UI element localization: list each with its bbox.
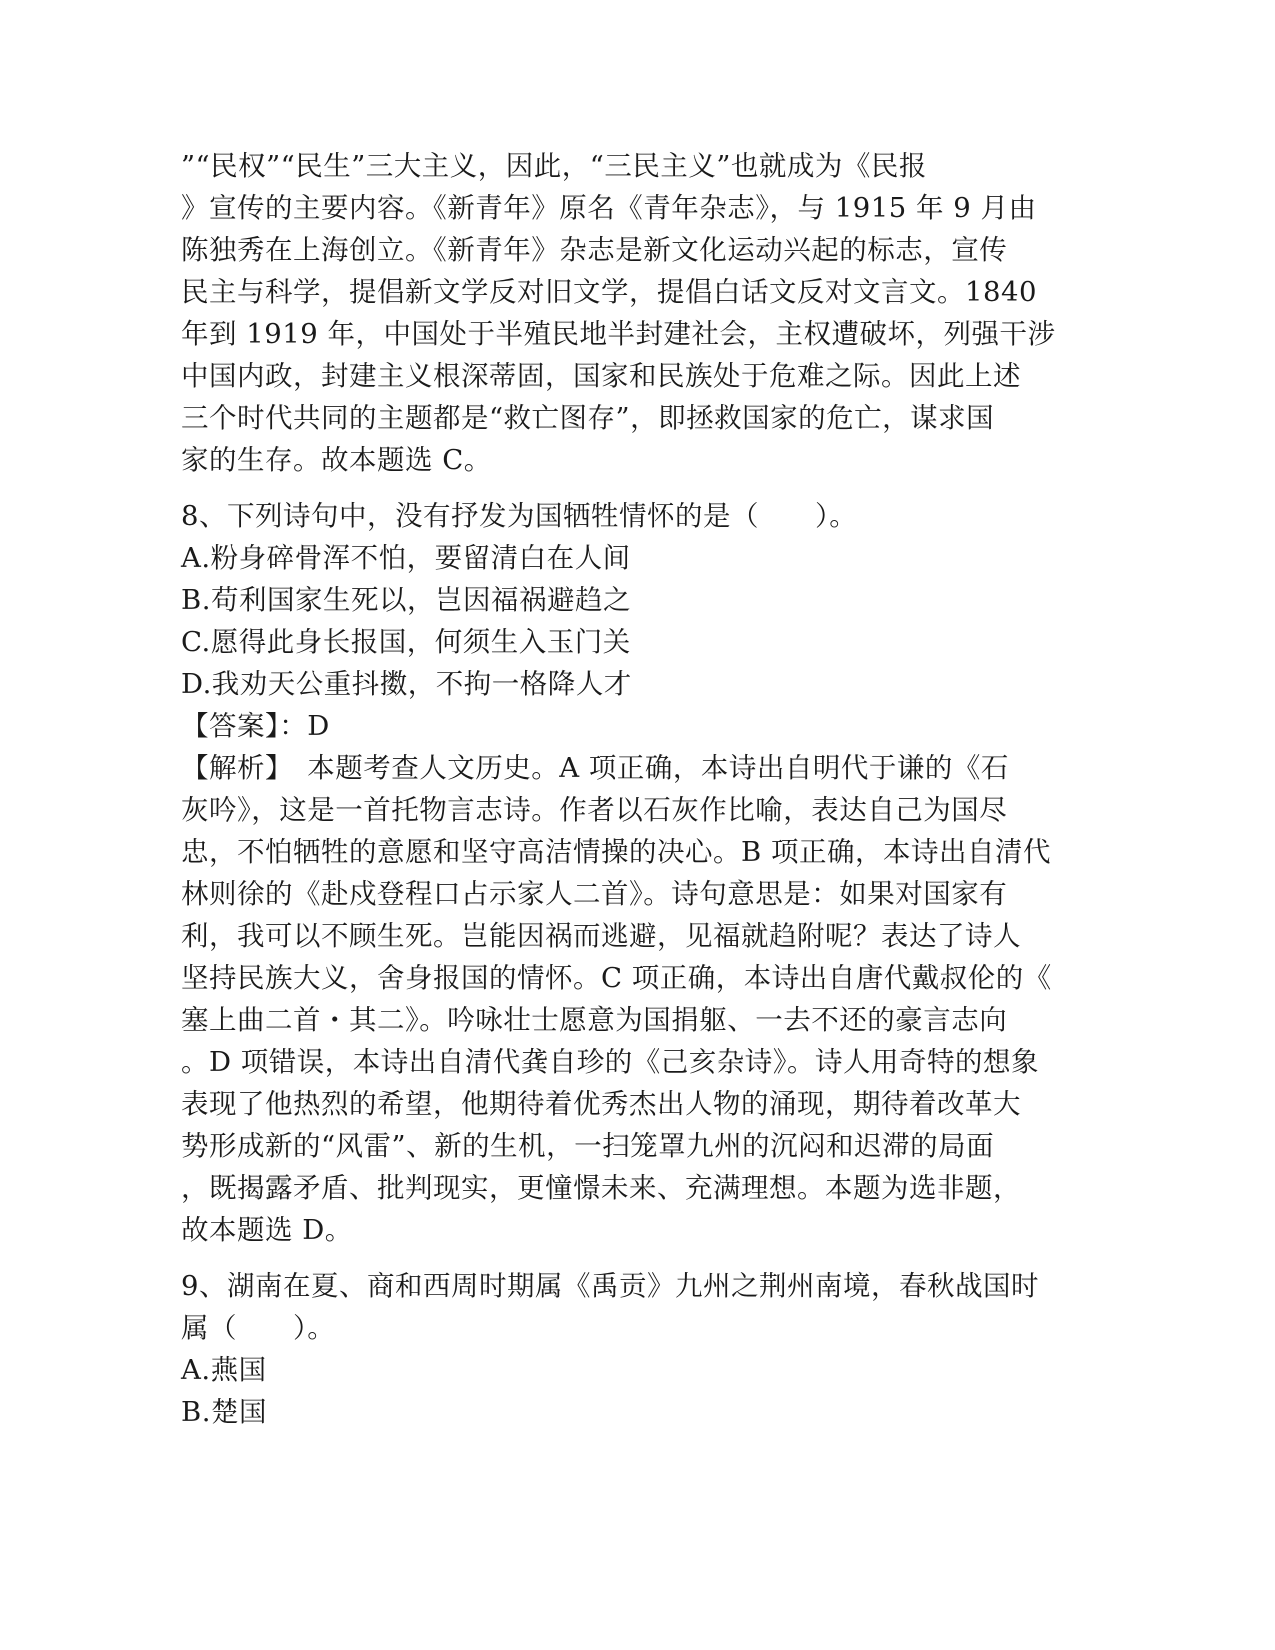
explanation-line: 民主与科学，提倡新文学反对旧文学，提倡白话文反对文言文。1840 [181,276,1037,308]
question-8 [181,495,1091,1251]
explanation-line: 年到 1919 年，中国处于半殖民地半封建社会，主权遭破坏，列强干涉 [181,318,1056,350]
analysis-line: 【解析】 本题考查人文历史。A 项正确，本诗出自明代于谦的《石 [181,752,1009,784]
option-c: C.愿得此身长报国，何须生入玉门关 [181,626,631,658]
explanation-line: 》宣传的主要内容。《新青年》原名《青年杂志》，与 1915 年 9 月由 [181,192,1037,224]
option-d: D.我劝天公重抖擞，不拘一格降人才 [181,668,632,700]
analysis-line: 利，我可以不顾生死。岂能因祸而逃避，见福就趋附呢？表达了诗人 [181,920,1021,952]
analysis-line: 塞上曲二首・其二》。吟咏壮士愿意为国捐躯、一去不还的豪言志向 [181,1004,1008,1036]
explanation-line: 中国内政，封建主义根深蒂固，国家和民族处于危难之际。因此上述 [181,360,1021,392]
analysis-line: 。D 项错误，本诗出自清代龚自珍的《己亥杂诗》。诗人用奇特的想象 [181,1046,1040,1078]
analysis-line: ，既揭露矛盾、批判现实，更憧憬未来、充满理想。本题为选非题， [181,1172,1021,1204]
option-b: B.苟利国家生死以，岂因福祸避趋之 [181,584,631,616]
analysis-line: 灰吟》，这是一首托物言志诗。作者以石灰作比喻，表达自己为国尽 [181,794,1008,826]
analysis-line: 势形成新的“风雷”、新的生机，一扫笼罩九州的沉闷和迟滞的局面 [181,1130,995,1162]
analysis-line: 表现了他热烈的希望，他期待着优秀杰出人物的涌现，期待着改革大 [181,1088,1021,1120]
question-stem: 属（ ）。 [181,1312,336,1344]
explanation-line: ”“民权”“民生”三大主义，因此，“三民主义”也就成为《民报 [181,150,927,182]
explanation-line: 三个时代共同的主题都是“救亡图存”，即拯救国家的危亡，谋求国 [181,402,995,434]
question-9 [181,1265,1091,1433]
explanation-line: 陈独秀在上海创立。《新青年》杂志是新文化运动兴起的标志，宣传 [181,234,1008,266]
analysis-line: 林则徐的《赴戍登程口占示家人二首》。诗句意思是：如果对国家有 [181,878,1008,910]
document-page [181,145,1091,1433]
option-a: A.粉身碎骨浑不怕，要留清白在人间 [181,542,631,574]
explanation-line: 家的生存。故本题选 C。 [181,444,492,476]
previous-explanation [181,145,1091,481]
question-stem: 9、湖南在夏、商和西周时期属《禹贡》九州之荆州南境，春秋战国时 [181,1270,1039,1302]
option-b: B.楚国 [181,1396,267,1428]
option-a: A.燕国 [181,1354,267,1386]
analysis-line: 坚持民族大义，舍身报国的情怀。C 项正确，本诗出自唐代戴叔伦的《 [181,962,1052,994]
answer-line: 【答案】：D [181,710,330,742]
analysis-line: 故本题选 D。 [181,1214,353,1246]
question-stem: 8、下列诗句中，没有抒发为国牺牲情怀的是（ ）。 [181,500,858,532]
analysis-line: 忠，不怕牺牲的意愿和坚守高洁情操的决心。B 项正确，本诗出自清代 [181,836,1051,868]
